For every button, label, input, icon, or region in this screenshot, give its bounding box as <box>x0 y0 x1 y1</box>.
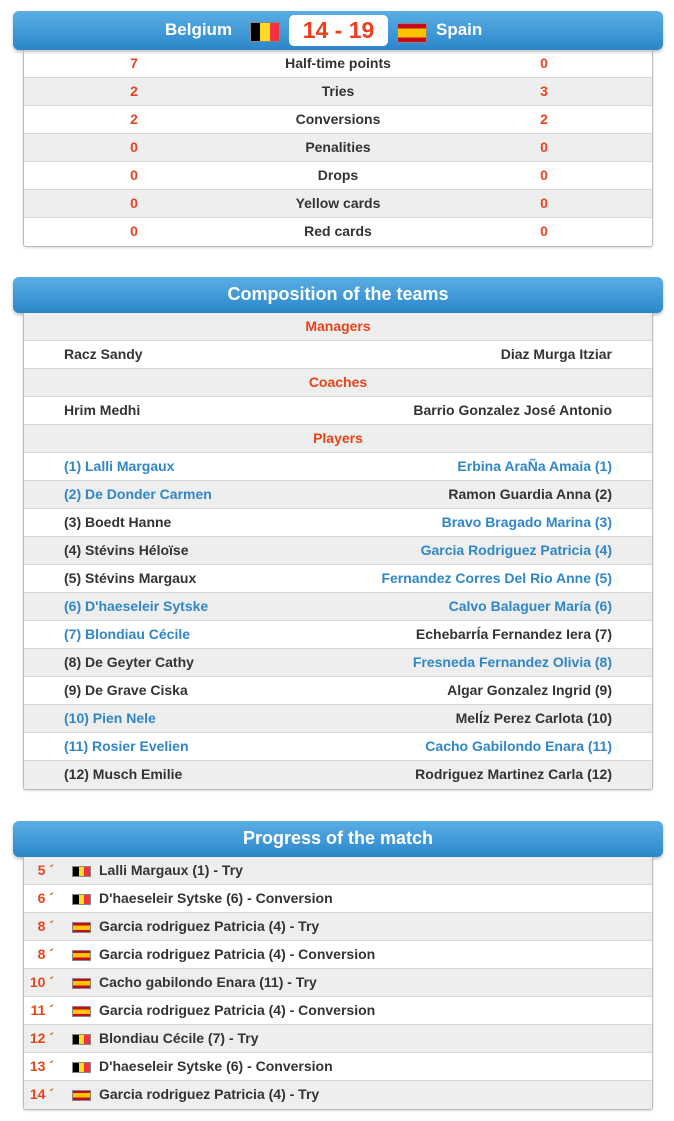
event-description: Garcia rodriguez Patricia (4) - Conversion <box>99 946 376 962</box>
player-row <box>24 649 652 677</box>
event-description: Garcia rodriguez Patricia (4) - Conversion <box>99 1002 376 1018</box>
player-row <box>24 481 652 509</box>
away-stat-value: 0 <box>540 167 548 183</box>
event-minute: 13 ´ <box>29 1058 54 1074</box>
away-stat-value: 2 <box>540 111 548 127</box>
stat-row <box>24 50 652 78</box>
belgium-flag-icon <box>250 22 280 42</box>
event-description: Garcia rodriguez Patricia (4) - Try <box>99 1086 320 1102</box>
player-row <box>24 593 652 621</box>
home-player[interactable]: (5) Stévins Margaux <box>64 570 197 586</box>
home-player[interactable]: (11) Rosier Evelien <box>64 738 189 754</box>
event-row <box>24 1081 652 1109</box>
players-list <box>24 453 652 789</box>
away-player[interactable]: Algar Gonzalez Ingrid (9) <box>447 682 612 698</box>
stat-label: Conversions <box>295 111 381 127</box>
player-row <box>24 621 652 649</box>
event-description: Blondiau Cécile (7) - Try <box>99 1030 259 1046</box>
home-stat-value: 0 <box>130 223 138 239</box>
stat-label: Penalities <box>305 139 371 155</box>
event-description: D'haeseleir Sytske (6) - Conversion <box>99 890 333 906</box>
stat-row <box>24 162 652 190</box>
away-stat-value: 3 <box>540 83 548 99</box>
spain-flag-icon <box>72 950 91 961</box>
composition-table <box>23 313 653 790</box>
event-minute: 12 ´ <box>29 1030 54 1046</box>
home-stat-value: 0 <box>130 139 138 155</box>
managers-label: Managers <box>305 318 371 334</box>
event-description: Lalli Margaux (1) - Try <box>99 862 243 878</box>
home-player[interactable]: (6) D'haeseleir Sytske <box>64 598 209 614</box>
event-minute: 5 ´ <box>37 862 54 878</box>
player-row <box>24 537 652 565</box>
stat-row <box>24 218 652 246</box>
managers-row <box>24 341 652 369</box>
away-stat-value: 0 <box>540 223 548 239</box>
away-player[interactable]: Fernandez Corres Del Rio Anne (5) <box>381 570 612 586</box>
stat-label: Red cards <box>304 223 372 239</box>
progress-title: Progress of the match <box>242 828 434 848</box>
away-coach: Barrio Gonzalez José Antonio <box>413 402 612 418</box>
event-minute: 10 ´ <box>29 974 54 990</box>
away-team-name[interactable]: Spain <box>436 20 483 39</box>
away-player[interactable]: Bravo Bragado Marina (3) <box>441 514 612 530</box>
away-stat-value: 0 <box>540 55 548 71</box>
away-stat-value: 0 <box>540 139 548 155</box>
players-section-row <box>24 425 652 453</box>
stat-row <box>24 78 652 106</box>
spain-flag-icon <box>72 1006 91 1017</box>
away-player[interactable]: Cacho Gabilondo Enara (11) <box>425 738 612 754</box>
player-row <box>24 565 652 593</box>
away-player[interactable]: MelÍz Perez Carlota (10) <box>455 710 612 726</box>
away-player[interactable]: Ramon Guardia Anna (2) <box>448 486 612 502</box>
event-description: Garcia rodriguez Patricia (4) - Try <box>99 918 320 934</box>
home-player[interactable]: (10) Pien Nele <box>64 710 156 726</box>
event-minute: 8 ´ <box>37 946 54 962</box>
away-player[interactable]: Erbina AraÑa Amaia (1) <box>457 458 612 474</box>
match-stats-table <box>23 50 653 247</box>
event-row <box>24 1025 652 1053</box>
event-row <box>24 941 652 969</box>
event-row <box>24 1053 652 1081</box>
spain-flag-icon <box>72 922 91 933</box>
players-label: Players <box>313 430 363 446</box>
event-row <box>24 969 652 997</box>
stat-label: Yellow cards <box>295 195 381 211</box>
event-row <box>24 857 652 885</box>
home-stat-value: 2 <box>130 83 138 99</box>
coaches-row <box>24 397 652 425</box>
event-description: D'haeseleir Sytske (6) - Conversion <box>99 1058 333 1074</box>
away-player[interactable]: Rodriguez Martinez Carla (12) <box>415 766 612 782</box>
score-header <box>13 11 663 50</box>
player-row <box>24 761 652 789</box>
home-player[interactable]: (7) Blondiau Cécile <box>64 626 191 642</box>
event-row <box>24 997 652 1025</box>
stat-label: Drops <box>317 167 359 183</box>
player-row <box>24 509 652 537</box>
coaches-label: Coaches <box>308 374 368 390</box>
player-row <box>24 705 652 733</box>
home-player[interactable]: (9) De Grave Ciska <box>64 682 188 698</box>
home-player[interactable]: (1) Lalli Margaux <box>64 458 175 474</box>
home-player[interactable]: (12) Musch Emilie <box>64 766 183 782</box>
belgium-flag-icon <box>72 866 91 877</box>
away-player[interactable]: Calvo Balaguer María (6) <box>448 598 612 614</box>
player-row <box>24 453 652 481</box>
home-team-name[interactable]: Belgium <box>165 20 233 39</box>
home-player[interactable]: (2) De Donder Carmen <box>64 486 212 502</box>
progress-table <box>23 857 653 1110</box>
away-player[interactable]: Fresneda Fernandez Olivia (8) <box>412 654 612 670</box>
coaches-section-row <box>24 369 652 397</box>
stat-label: Tries <box>321 83 355 99</box>
managers-section-row <box>24 313 652 341</box>
event-minute: 14 ´ <box>29 1086 54 1102</box>
belgium-flag-icon <box>72 1062 91 1073</box>
away-manager: Diaz Murga Itziar <box>500 346 612 362</box>
stat-row <box>24 134 652 162</box>
home-stat-value: 0 <box>130 167 138 183</box>
away-stat-value: 0 <box>540 195 548 211</box>
spain-flag-icon <box>397 23 427 43</box>
home-stat-value: 0 <box>130 195 138 211</box>
event-minute: 8 ´ <box>37 918 54 934</box>
event-row <box>24 885 652 913</box>
event-minute: 6 ´ <box>37 890 54 906</box>
stat-row <box>24 190 652 218</box>
home-player[interactable]: (3) Boedt Hanne <box>64 514 172 530</box>
player-row <box>24 733 652 761</box>
stat-label: Half-time points <box>285 55 391 71</box>
spain-flag-icon <box>72 1090 91 1101</box>
composition-header <box>13 277 663 313</box>
home-player[interactable]: (8) De Geyter Cathy <box>64 654 194 670</box>
home-stat-value: 2 <box>130 111 138 127</box>
composition-title: Composition of the teams <box>227 284 449 304</box>
player-row <box>24 677 652 705</box>
final-score: 14 - 19 <box>289 15 388 46</box>
stat-row <box>24 106 652 134</box>
event-row <box>24 913 652 941</box>
spain-flag-icon <box>72 978 91 989</box>
home-stat-value: 7 <box>130 55 138 71</box>
away-player[interactable]: EchebarrÍa Fernandez Iera (7) <box>415 626 612 642</box>
home-player[interactable]: (4) Stévins Héloïse <box>64 542 189 558</box>
belgium-flag-icon <box>72 1034 91 1045</box>
belgium-flag-icon <box>72 894 91 905</box>
event-minute: 11 ´ <box>30 1002 54 1018</box>
progress-header <box>13 821 663 857</box>
away-player[interactable]: Garcia Rodriguez Patricia (4) <box>420 542 612 558</box>
home-coach: Hrim Medhi <box>64 402 141 418</box>
home-manager: Racz Sandy <box>64 346 143 362</box>
event-description: Cacho gabilondo Enara (11) - Try <box>99 974 317 990</box>
